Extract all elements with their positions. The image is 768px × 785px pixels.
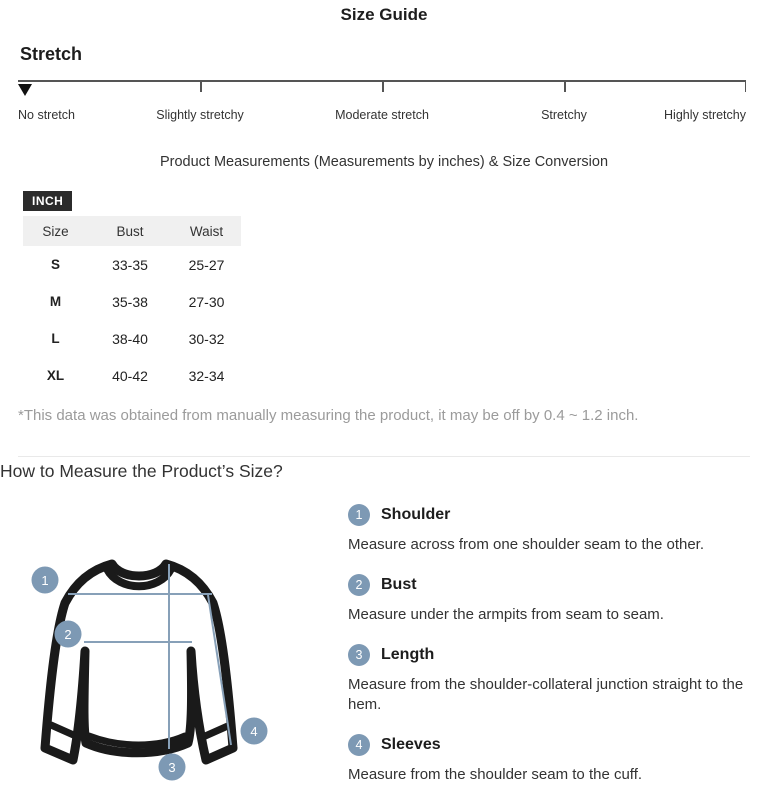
svg-text:1: 1: [41, 573, 49, 588]
item-description: Measure from the shoulder seam to the cuff.: [348, 766, 643, 783]
measure-item-bust: [348, 574, 756, 625]
item-label: Sleeves: [381, 736, 441, 753]
bust-cell: 33-35: [112, 256, 148, 273]
bust-cell: 35-38: [112, 293, 148, 310]
measurements-caption: Product Measurements (Measurements by inches) & Size Conversion: [159, 154, 609, 170]
scale-tick: [745, 82, 747, 92]
diagram-marker-length: [159, 754, 186, 781]
item-label: Length: [381, 646, 435, 663]
table-row: [23, 357, 241, 394]
sweater-measurement-diagram: [28, 547, 278, 785]
size-table-header-row: [23, 216, 241, 246]
page-title: Size Guide: [340, 5, 428, 24]
item-label: Shoulder: [381, 506, 451, 523]
item-description: Measure across from one shoulder seam to the other.: [348, 536, 705, 553]
diagram-marker-shoulder: [32, 567, 59, 594]
table-row: [23, 320, 241, 357]
column-header-size: Size: [23, 216, 88, 246]
item-number-badge: 2: [348, 574, 370, 596]
diagram-marker-bust: [55, 621, 82, 648]
waist-cell: 32-34: [188, 367, 225, 384]
waist-cell: 27-30: [188, 293, 225, 310]
bust-cell: 40-42: [112, 367, 148, 384]
scale-label-slightly-stretchy: Slightly stretchy: [156, 108, 244, 122]
scale-label-highly-stretchy: Highly stretchy: [664, 108, 746, 122]
column-header-waist: Waist: [172, 216, 241, 246]
waist-cell: 25-27: [188, 256, 225, 273]
size-cell: L: [51, 331, 60, 346]
scale-tick: [200, 82, 202, 92]
svg-text:3: 3: [168, 760, 176, 775]
stretch-scale: [18, 80, 746, 122]
size-cell: S: [50, 257, 60, 272]
item-description: Measure from the shoulder-collateral junction straight to the hem.: [348, 676, 744, 713]
section-divider: [18, 456, 750, 457]
bust-cell: 38-40: [112, 330, 148, 347]
measure-item-length: [348, 644, 756, 715]
item-number-badge: 1: [348, 504, 370, 526]
size-cell: XL: [46, 368, 65, 383]
waist-cell: 30-32: [188, 330, 225, 347]
table-row: [23, 283, 241, 320]
size-cell: M: [49, 294, 62, 309]
measurement-footnote: *This data was obtained from manually measuring the product, it may be off by 0.4 ~ 1.2 inch.: [18, 407, 639, 424]
svg-text:4: 4: [250, 724, 258, 739]
item-number-badge: 4: [348, 734, 370, 756]
how-to-measure-heading: How to Measure the Product’s Size?: [0, 461, 283, 481]
item-label: Bust: [381, 576, 417, 593]
svg-text:2: 2: [64, 627, 72, 642]
stretch-heading: Stretch: [20, 44, 83, 64]
scale-label-no-stretch: No stretch: [18, 108, 75, 122]
scale-tick: [564, 82, 566, 92]
measurement-instructions: [348, 504, 756, 785]
scale-tick: [382, 82, 384, 92]
measure-item-sleeves: [348, 734, 756, 785]
scale-label-stretchy: Stretchy: [541, 108, 587, 122]
unit-toggle-inch[interactable]: INCH: [23, 191, 72, 211]
scale-label-moderate-stretch: Moderate stretch: [335, 108, 429, 122]
measure-item-shoulder: [348, 504, 756, 555]
table-row: [23, 246, 241, 283]
size-table: [23, 216, 241, 394]
stretch-pointer-icon: [18, 84, 32, 96]
item-description: Measure under the armpits from seam to seam.: [348, 606, 664, 623]
diagram-marker-sleeves: [241, 718, 268, 745]
item-number-badge: 3: [348, 644, 370, 666]
column-header-bust: Bust: [88, 216, 172, 246]
